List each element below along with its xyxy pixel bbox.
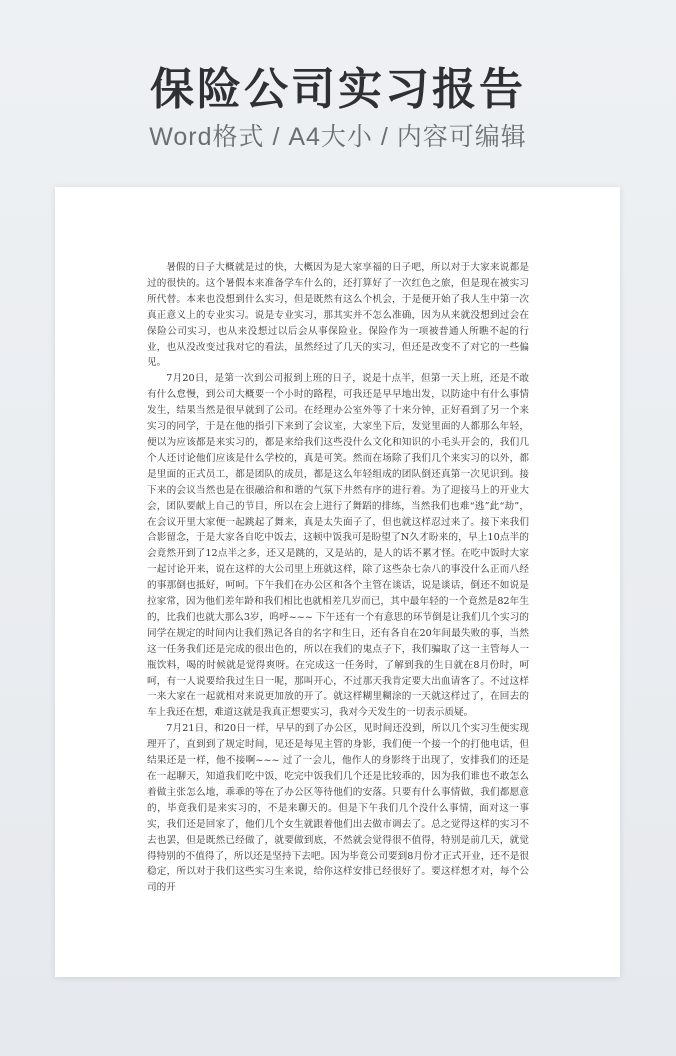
page-title: 保险公司实习报告: [150, 64, 526, 115]
page-subtitle: Word格式 / A4大小 / 内容可编辑: [149, 123, 527, 151]
document-body: [147, 260, 529, 896]
document-page: [55, 187, 620, 977]
paragraph: 暑假的日子大概就是过的快，大概因为是大家享福的日子吧，所以对于大家来说都是过的很快的。这个暑假本来准备学车什么的，还打算好了一次红色之旅，但是现在被实习所代替。本来也没想到什么实习，但是既然有这么个机会，于是便开始了我人生中第一次真正意义上的专业实习。说是专业实习，那其实并不怎么准确，因为从来就没想到过会在保险公司实习，也从来没想过以后会从事保险业。保险作为一项被普通人所瞧不起的行业，也从没改变过我对它的看法，虽然经过了几天的实习，但还是改变不了对它的一些偏见。: [147, 262, 529, 369]
page-header: [0, 0, 676, 175]
paragraph: 7月20日，是第一次到公司报到上班的日子，说是十点半，但第一天上班，还是不敢有什么怠慢，到公司大概要一个小时的路程，可我还是早早地出发，以防途中有什么事情发生，结果当然是很早就到了公司。在经理办公室外等了十来分钟，正好看到了另一个来实习的同学，于是在他的指引下来到了会议室，大家坐下后，发觉里面的人都那么年轻，便以为应该都是来实习的，都是来给我们这些没什么文化和知识的小毛头开会的，我们几个人还讨论他们应该是什么学校的，真是可笑。然而在场除了我们几个来实习的以外，都是里面的正式员工，都是团队的成员，都是这么年轻组成的团队倒还真第一次见识到。接下来的会议当然也是在很融洽和和谐的气氛下井然有序的进行着。为了迎接马上的开业大会，团队要献上自己的节目，所以在会上进行了舞蹈的排练，当然我们也难“逃”此“劫”，在会议开里大家便一起跳起了舞来，真是太失面子了，但也就这样忍过来了。接下来我们合影留念，于是大家各自吃中饭去，这顿中饭我可是盼望了N久才盼来的，早上10点半的会竟然开到了12点半之多，还又是跳的，又是站的，是人的话不累才怪。在吃中饭时大家一起讨论开来，说在这样的大公司里上班就这样，除了这些杂七杂八的事没什么正而八经的事那倒也抵好，呵呵。下午我们在办公区和各个主管在谈话，说是谈话，倒还不如说是拉家常，因为他们差年龄和我们相比也就相差几岁而已，其中最年轻的一个竟然是82年生的，比我们也就大那么3岁，呜呼~~~ 下午还有一个有意思的环节倒是让我们几个实习的同学在规定的时间内让我们熟记各自的名字和生日，还有各自在20年间最失败的事，当然这一任务我们还是完成的很出色的，所以在我们的鬼点子下，我们骗取了这一主管每人一瓶饮料，喝的时候就是觉得爽呀。在完成这一任务时，了解到我的生日就在8月份时，呵呵，有一人说要给我过生日一呢，那叫开心，不过那天我肯定要大出血请客了。不过这样一来大家在一起就相对来说更加放的开了。就这样糊里糊涂的一天就这样过了，在回去的车上我还在想，难道这就是我真正想要实习，我对今天发生的一切表示质疑。: [147, 373, 529, 719]
paragraph: 7月21日，和20日一样，早早的到了办公区，见时间还没到，所以几个实习生便实现理开了，直到到了规定时间，见还是每见主管的身影，我们便一个接一个的打他电话，但结果还是一样，他不接啊~~~ 过了一会儿，他作人的身影终于出现了，安排我们的还是在一起聊天，知道我们吃中饭，吃完中饭我们几个还是比较乖的，因为我们谁也不敢怎么着做主张怎么地，乖乖的等在了办公区等待他们的安落。只要有什么事情做，我们都愿意的，毕竟我们是来实习的，不是来聊天的。但是下午我们几个没什么事情，面对这一事实，我们还是回家了，他们几个女生就跟着他们出去做市调去了。总之觉得这样的实习不去也罢，但是既然已经做了，就要做到底，不然就会觉得很不值得，特别是前几天，就觉得特别的不值得了，所以还是坚持下去吧。因为毕竟公司要到8月份才正式开业，还不是很稳定，所以对于我们这些实习生来说，给你这样安排已经很好了。要这样想才对，每个公司的开: [147, 723, 529, 894]
